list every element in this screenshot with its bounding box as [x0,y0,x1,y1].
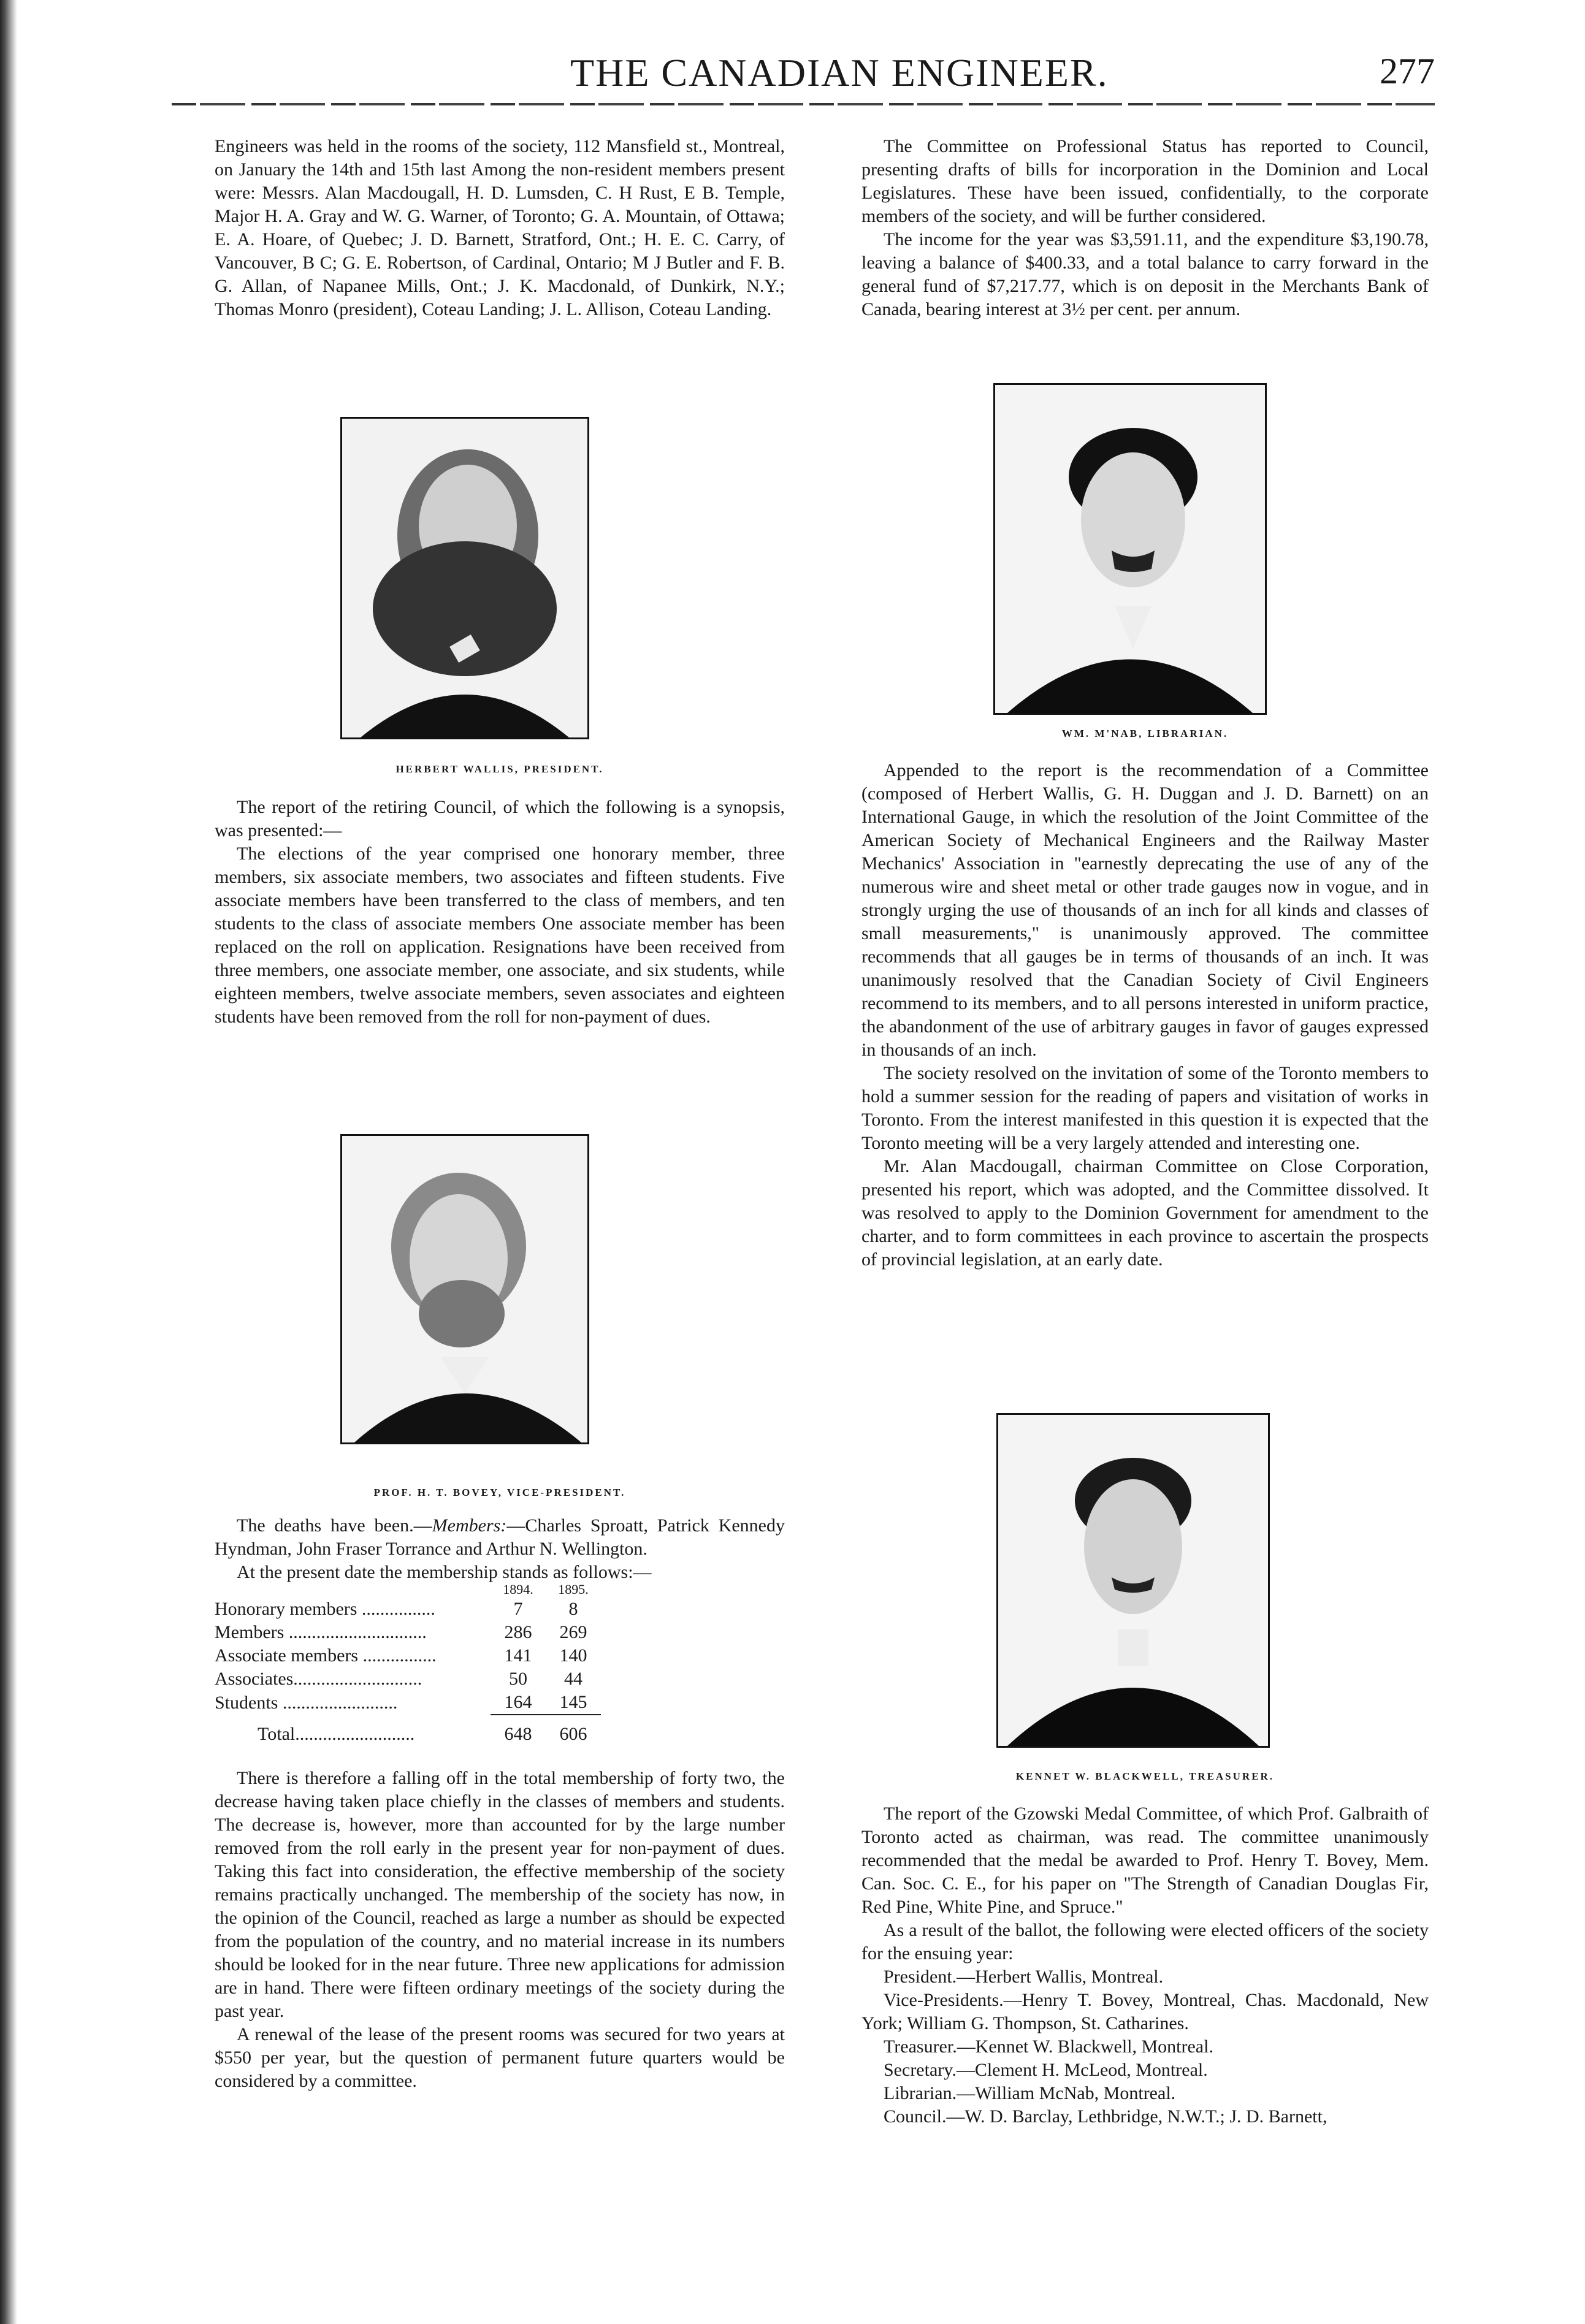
deaths-lead: The deaths have been.— [237,1515,432,1536]
officer-line: Vice-Presidents.—Henry T. Bovey, Montreal, Chas. Macdonald, New York; William G. Thompson, St. Catharines. [861,1990,1429,2033]
membership-row [215,1691,785,1715]
scan-binding-edge [0,0,17,2324]
membership-1895: 140 [559,1645,587,1666]
membership-label: Members .............................. [215,1622,427,1642]
close-corporation-paragraph: Mr. Alan Macdougall, chairman Committee on Close Corporation, presented his report, which was adopted, and the Committee dissolved. It was resolved to apply to the Dominion Government for amendment to the charter, and to form committees in each province to ascertain the prospects of provincial legislation, at an early date. [861,1156,1429,1270]
summer-session-paragraph: The society resolved on the invitation of some of the Toronto members to hold a summer session for the reading of papers and visitation of works in Toronto. From the interest manifested in this question it is expected that the Toronto meeting will be a very largely attended and interesting one. [861,1063,1429,1153]
journal-title: THE CANADIAN ENGINEER. [570,51,1109,94]
portrait-vice-president [340,1134,589,1444]
right-column-top [861,135,1429,321]
portrait-president [340,417,589,739]
gauge-paragraph: Appended to the report is the recommendation of a Committee (composed of Herbert Wallis, G. H. Duggan and J. D. Barnett) on an International Gauge, in which the resolution of the Joint Committee of the American Society of Mechanical Engineers and the Railway Master Mechanics' Association in "earnestly deprecating the use of any of the numerous wire and sheet metal or other trade gauges now in vogue, and in strongly urging the use of thousands of an inch for all kinds and classes of small measurements," is unanimously approved. The committee recommends that all gauges be in terms of thousands of an inch. It was unanimously resolved that the Canadian Society of Civil Engineers recommend to its members, and to all persons interested in uniform practice, the abandonment of the use of arbitrary gauges in favor of gauges expressed in thousands of an inch. [861,760,1429,1060]
membership-label: Associates............................ [215,1669,422,1689]
membership-1894: 50 [509,1669,527,1689]
gzowski-paragraph: The report of the Gzowski Medal Committee, of which Prof. Galbraith of Toronto acted as chairman, was read. The committee unanimously recommended that the medal be awarded to Prof. Henry T. Bovey, Mem. Can. Soc. C. E., for his paper on "The Strength of Canadian Douglas Fir, Red Pine, White Pine, and Spruce." [861,1804,1429,1917]
lease-paragraph: A renewal of the lease of the present rooms was secured for two years at $550 per year, but the question of permanent future quarters would be considered by a committee. [215,2024,785,2091]
elections-paragraph: The elections of the year comprised one honorary member, three members, six associate members, two associates and fifteen students. Five associate members have been transferred to the class of members, and ten students to the class of associate members One associate member has been replaced on the roll on application. Resignations have been received from three members, one associate member, one associate, and six students, while eighteen members, twelve associate members, seven associates and eighteen students have been removed from the roll for non-payment of dues. [215,844,785,1027]
ballot-paragraph: As a result of the ballot, the following were elected officers of the society for the ensuing year: [861,1920,1429,1964]
falling-off-paragraph: There is therefore a falling off in the total membership of forty two, the decrease having taken place chiefly in the classes of members and students. The decrease is, however, more than accounted for by the large number removed from the roll early in the present year for non-payment of dues. Taking this fact into consideration, the effective membership of the society remains practically unchanged. The membership of the society has now, in the opinion of the Council, reached as large a number as should be expected from the population of the country, and no material increase in its numbers should be looked for in the near future. Three new applications for admission are in hand. There were fifteen ordinary meetings of the society during the past year. [215,1768,785,2021]
portrait-librarian [993,383,1267,715]
officer-line: Council.—W. D. Barclay, Lethbridge, N.W.T.; J. D. Barnett, [884,2106,1327,2127]
membership-table [215,1582,785,1746]
falling-off-section [215,1767,785,2093]
page-header [172,50,1435,105]
right-column-bottom [861,1802,1429,2128]
membership-1894: 141 [504,1645,532,1666]
income-paragraph: The income for the year was $3,591.11, and the expenditure $3,190.78, leaving a balance of $400.33, and a total balance to carry forward in the general fund of $7,217.77, which is on deposit in the Merchants Bank of Canada, bearing interest at 3½ per cent. per annum. [861,229,1429,319]
meeting-intro-paragraph: Engineers was held in the rooms of the society, 112 Mansfield st., Montreal, on January the 14th and 15th last Among the non-resident members present were: Messrs. Alan Macdougall, H. D. Lumsden, C. H Rust, E B. Temple, Major H. A. Gray and W. G. Warner, of Toronto; G. A. Mountain, of Ottawa; E. A. Hoare, of Quebec; J. D. Barnett, Stratford, Ont.; H. E. C. Carry, of Vancouver, B C; G. E. Robertson, of Cardinal, Ontario; M J Butler and F. B. G. Allan, of Napanee Mills, Ont.; J. K. Macdonald, of Dunkirk, N.Y.; Thomas Monro (president), Coteau Landing; J. L. Allison, Coteau Landing. [215,136,785,319]
officer-line: President.—Herbert Wallis, Montreal. [884,1967,1164,1987]
membership-total-label: Total.......................... [258,1723,415,1744]
membership-row [215,1644,785,1667]
membership-1895: 145 [546,1691,601,1715]
year-header-1894: 1894. [503,1582,533,1597]
professional-status-paragraph: The Committee on Professional Status has reported to Council, presenting drafts of bills for incorporation in the Dominion and Local Legislatures. These have been issued, confidentially, to the corporate members of the society, and will be further considered. [861,136,1429,226]
caption-treasurer: KENNET W. BLACKWELL, TREASURER. [1015,1770,1275,1782]
left-column [215,135,785,321]
year-header-1895: 1895. [558,1582,589,1597]
officer-line: Secretary.—Clement H. McLeod, Montreal. [884,2060,1208,2080]
membership-label: Honorary members ................ [215,1599,435,1619]
membership-label: Students ......................... [215,1692,398,1713]
membership-row [215,1621,785,1644]
membership-header-row [215,1582,785,1598]
membership-row [215,1598,785,1621]
membership-total-1894: 648 [504,1724,532,1744]
membership-1895: 44 [564,1669,582,1689]
membership-1895: 8 [568,1599,578,1619]
page-number: 277 [1380,51,1435,91]
caption-vice-president: PROF. H. T. BOVEY, VICE-PRESIDENT. [373,1487,626,1498]
right-column-middle [861,759,1429,1271]
caption-librarian: WM. M'NAB, LIBRARIAN. [1061,728,1229,739]
membership-1894: 164 [491,1691,546,1715]
report-intro-paragraph: The report of the retiring Council, of which the following is a synopsis, was presented:— [215,797,785,840]
deaths-section [215,1514,785,1584]
header-rule [172,103,1435,105]
membership-total-row [215,1715,785,1746]
membership-total-1895: 606 [559,1724,587,1744]
membership-1894: 7 [513,1599,523,1619]
deaths-members-label: Members: [432,1515,507,1536]
caption-president: HERBERT WALLIS, PRESIDENT. [395,763,604,775]
deaths-paragraph [215,1514,785,1561]
membership-intro: At the present date the membership stands as follows:— [237,1562,652,1582]
officer-line: Treasurer.—Kennet W. Blackwell, Montreal. [884,2036,1213,2057]
membership-label: Associate members ................ [215,1645,437,1666]
membership-1894: 286 [504,1622,532,1642]
officer-line: Librarian.—William McNab, Montreal. [884,2083,1176,2103]
deaths-names: —Charles Sproatt, Patrick Kennedy Hyndman, John Fraser Torrance and Arthur N. Wellington. [215,1515,785,1559]
portrait-treasurer [996,1413,1270,1748]
membership-1895: 269 [559,1622,587,1642]
membership-row [215,1667,785,1691]
report-section [215,796,785,1029]
